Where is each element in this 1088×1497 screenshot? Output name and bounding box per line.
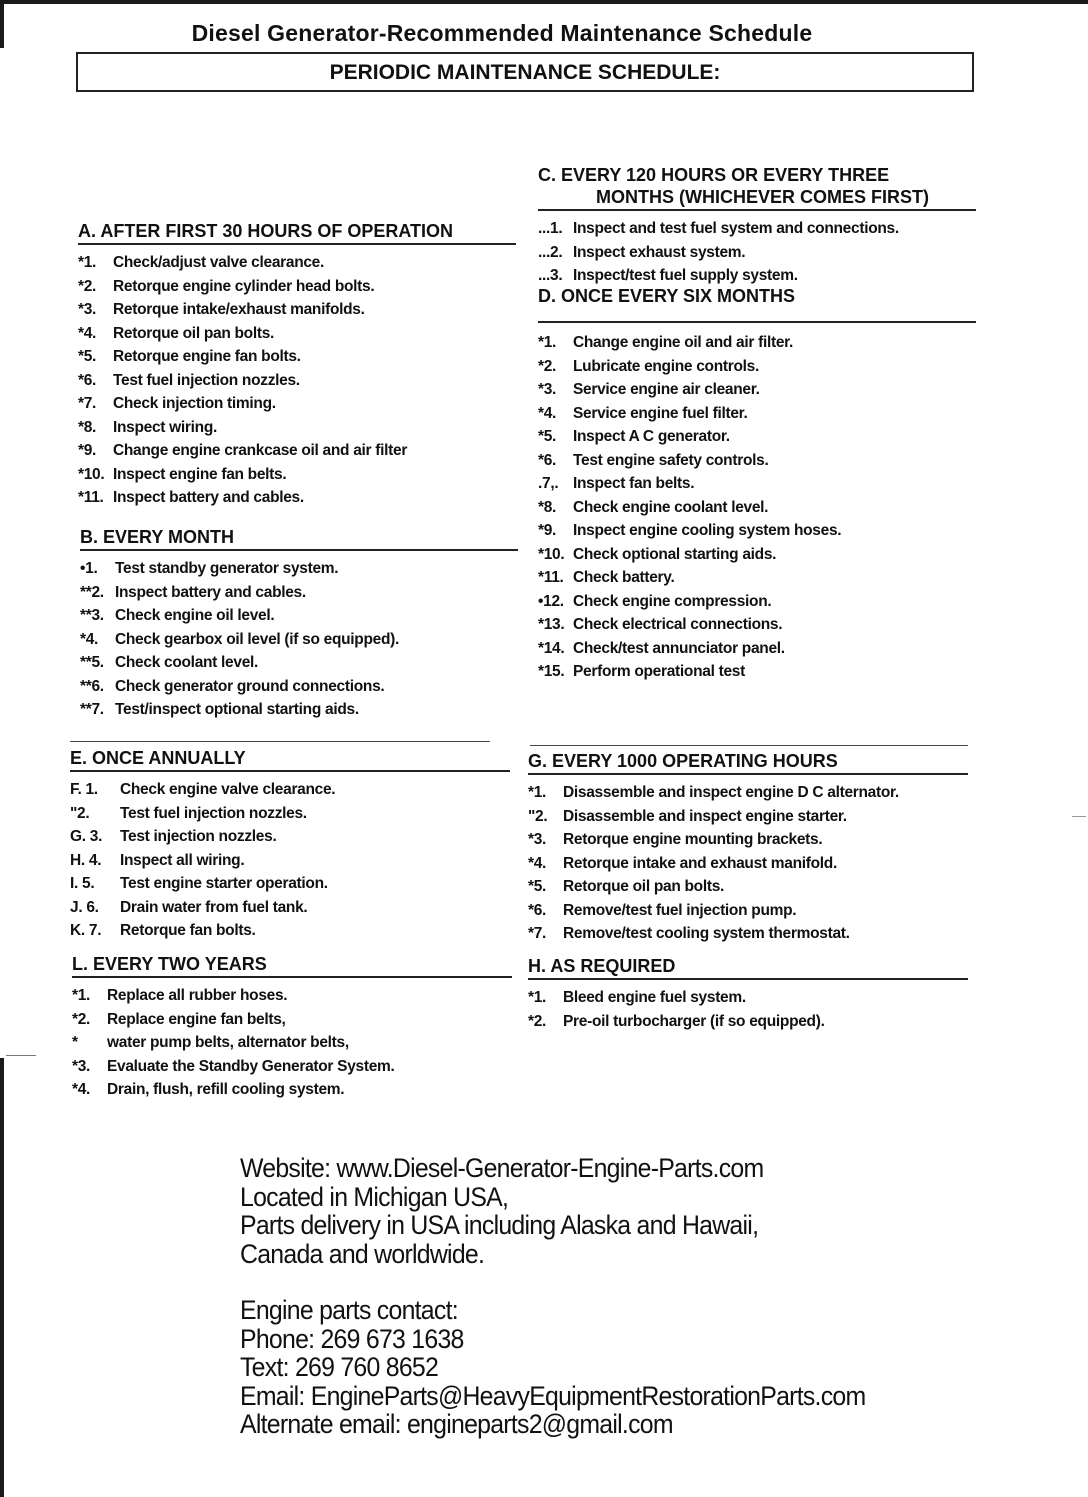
schedule-item — [78, 251, 516, 275]
schedule-item — [80, 557, 518, 581]
section-e-list — [70, 778, 510, 943]
item-number: .7,. — [538, 475, 559, 492]
item-text: Retorque intake and exhaust manifold. — [563, 854, 837, 872]
item-number: *10. — [78, 465, 105, 483]
schedule-box-title: PERIODIC MAINTENANCE SCHEDULE: — [76, 52, 974, 92]
item-text: Check engine valve clearance. — [120, 781, 336, 798]
section-h-list — [528, 986, 968, 1033]
item-text: Perform operational test — [573, 663, 745, 680]
schedule-item — [528, 805, 968, 829]
section-d-heading: D. ONCE EVERY SIX MONTHS — [538, 285, 976, 323]
item-text: Inspect fan belts. — [573, 475, 695, 492]
section-c-heading-line2: MONTHS (WHICHEVER COMES FIRST) — [596, 187, 929, 207]
schedule-item — [528, 781, 968, 805]
item-text: Check generator ground connections. — [115, 677, 385, 695]
item-text: water pump belts, alternator belts, — [107, 1034, 349, 1051]
section-c-heading-line1: C. EVERY 120 HOURS OR EVERY THREE — [538, 165, 890, 185]
item-text: Retorque engine fan bolts. — [113, 348, 301, 365]
schedule-item — [538, 449, 976, 473]
item-number: **2. — [80, 583, 104, 601]
schedule-item — [538, 425, 976, 449]
item-number: *11. — [538, 569, 564, 586]
schedule-item — [78, 416, 516, 440]
divider-right — [530, 745, 968, 746]
item-number: *11. — [78, 489, 104, 506]
item-number: *2. — [72, 1010, 91, 1028]
section-a-list — [78, 251, 516, 510]
schedule-item — [538, 331, 976, 355]
item-text: Inspect exhaust system. — [573, 243, 746, 261]
scan-tick-left — [6, 1055, 36, 1056]
section-h-heading: H. AS REQUIRED — [528, 955, 968, 980]
item-text: Lubricate engine controls. — [573, 357, 759, 375]
item-number: *3. — [528, 831, 547, 848]
schedule-item — [538, 590, 976, 614]
item-text: Service engine fuel filter. — [573, 404, 748, 422]
item-text: Test fuel injection nozzles. — [120, 804, 307, 822]
item-text: Retorque intake/exhaust manifolds. — [113, 301, 365, 318]
schedule-item — [528, 875, 968, 899]
item-text: Inspect battery and cables. — [113, 489, 304, 506]
schedule-item — [80, 698, 518, 722]
item-text: Change engine oil and air filter. — [573, 334, 794, 351]
schedule-item — [538, 519, 976, 543]
schedule-item — [72, 1078, 512, 1102]
item-text: Check gearbox oil level (if so equipped). — [115, 630, 399, 648]
schedule-item — [538, 472, 976, 496]
item-text: Evaluate the Standby Generator System. — [107, 1057, 395, 1075]
item-text: Test engine starter operation. — [120, 875, 328, 892]
item-text: Inspect all wiring. — [120, 851, 245, 869]
schedule-item — [80, 604, 518, 628]
item-text: Service engine air cleaner. — [573, 381, 760, 398]
website-text: Website: www.Diesel-Generator-Engine-Parts.com — [240, 1153, 764, 1183]
item-text: Drain, flush, refill cooling system. — [107, 1081, 345, 1098]
item-number: *1. — [72, 987, 91, 1004]
item-number: *5. — [538, 428, 557, 445]
item-text: Replace engine fan belts, — [107, 1010, 286, 1028]
schedule-item — [70, 778, 510, 802]
section-c — [538, 164, 976, 288]
item-text: Retorque oil pan bolts. — [113, 324, 275, 342]
section-d — [538, 285, 976, 684]
footer-gap — [240, 1268, 994, 1296]
item-number: *5. — [78, 348, 97, 365]
item-number: "2. — [70, 804, 90, 822]
schedule-item — [538, 402, 976, 426]
schedule-item — [538, 355, 976, 379]
schedule-item — [72, 1055, 512, 1079]
section-h — [528, 955, 968, 1033]
item-text: Inspect/test fuel supply system. — [573, 267, 798, 284]
schedule-item — [538, 543, 976, 567]
item-text: Test engine safety controls. — [573, 451, 769, 469]
item-text: Check/adjust valve clearance. — [113, 254, 325, 271]
alt-email-text: Alternate email: engineparts2@gmail.com — [240, 1409, 673, 1439]
item-number: "2. — [528, 807, 548, 825]
schedule-item — [70, 825, 510, 849]
schedule-item — [72, 984, 512, 1008]
schedule-item — [78, 345, 516, 369]
item-text: Check injection timing. — [113, 395, 276, 412]
item-text: Retorque oil pan bolts. — [563, 878, 725, 895]
schedule-item — [70, 802, 510, 826]
item-number: ...1. — [538, 220, 563, 237]
item-number: *2. — [528, 1012, 547, 1030]
schedule-item — [528, 922, 968, 946]
item-text: Check electrical connections. — [573, 616, 783, 633]
schedule-item — [78, 439, 516, 463]
section-d-list — [538, 331, 976, 684]
schedule-item — [72, 1008, 512, 1032]
item-number: *6. — [78, 371, 97, 389]
item-text: Check battery. — [573, 569, 675, 586]
item-text: Remove/test fuel injection pump. — [563, 901, 797, 919]
item-number: *7. — [528, 925, 547, 942]
item-text: Check optional starting aids. — [573, 545, 777, 563]
item-text: Test fuel injection nozzles. — [113, 371, 300, 389]
schedule-item — [78, 369, 516, 393]
item-number: *4. — [80, 630, 99, 648]
schedule-item — [72, 1031, 512, 1055]
item-text: Pre-oil turbocharger (if so equipped). — [563, 1012, 825, 1030]
email-text: Email: EngineParts@HeavyEquipmentRestorationParts.com — [240, 1380, 866, 1411]
item-text: Inspect and test fuel system and connections. — [573, 220, 899, 237]
item-number: *7. — [78, 395, 97, 412]
schedule-item — [80, 675, 518, 699]
schedule-item — [70, 919, 510, 943]
section-c-list — [538, 217, 976, 288]
item-text: Retorque engine mounting brackets. — [563, 831, 823, 848]
item-number: *13. — [538, 616, 565, 633]
item-number: *4. — [78, 324, 97, 342]
divider-left — [70, 741, 490, 742]
item-text: Test standby generator system. — [115, 560, 339, 577]
schedule-item — [538, 496, 976, 520]
item-text: Inspect engine cooling system hoses. — [573, 522, 842, 539]
schedule-item — [78, 463, 516, 487]
section-e-heading: E. ONCE ANNUALLY — [70, 747, 510, 772]
schedule-item — [528, 986, 968, 1010]
item-number: ...2. — [538, 243, 563, 261]
schedule-item — [538, 613, 976, 637]
delivery-text-1: Parts delivery in USA including Alaska and Hawaii, — [240, 1210, 759, 1240]
schedule-item — [70, 872, 510, 896]
item-text: Drain water from fuel tank. — [120, 898, 308, 916]
text-number: Text: 269 760 8652 — [240, 1352, 439, 1382]
item-text: Retorque fan bolts. — [120, 922, 256, 939]
section-a-heading: A. AFTER FIRST 30 HOURS OF OPERATION — [78, 220, 516, 245]
item-text: Inspect battery and cables. — [115, 583, 306, 601]
delivery-text-2: Canada and worldwide. — [240, 1238, 485, 1269]
item-number: * — [72, 1034, 78, 1051]
schedule-item — [528, 852, 968, 876]
section-g — [528, 750, 968, 946]
item-text: Test injection nozzles. — [120, 828, 277, 845]
item-number: *8. — [538, 498, 557, 516]
schedule-item — [538, 264, 976, 288]
schedule-item — [78, 486, 516, 510]
item-number: *9. — [538, 522, 557, 539]
schedule-item — [70, 849, 510, 873]
item-text: Check engine compression. — [573, 592, 772, 610]
contact-label: Engine parts contact: — [240, 1295, 458, 1325]
item-number: *15. — [538, 663, 565, 680]
schedule-item — [80, 651, 518, 675]
item-text: Bleed engine fuel system. — [563, 989, 746, 1006]
item-number: *2. — [538, 357, 557, 375]
section-b-heading: B. EVERY MONTH — [80, 526, 518, 551]
item-number: *1. — [78, 254, 97, 271]
item-text: Check engine coolant level. — [573, 498, 769, 516]
item-number: *10. — [538, 545, 565, 563]
item-number: *6. — [528, 901, 547, 919]
item-number: H. 4. — [70, 851, 102, 869]
item-number: *9. — [78, 442, 97, 459]
item-text: Check engine oil level. — [115, 607, 275, 624]
section-g-list — [528, 781, 968, 946]
schedule-item — [528, 828, 968, 852]
section-l-heading: L. EVERY TWO YEARS — [72, 953, 512, 978]
schedule-item — [538, 566, 976, 590]
item-text: Check/test annunciator panel. — [573, 639, 785, 657]
item-number: F. 1. — [70, 781, 98, 798]
section-b — [80, 526, 518, 722]
item-text: Check coolant level. — [115, 654, 259, 671]
schedule-item — [528, 899, 968, 923]
item-number: •12. — [538, 592, 564, 610]
item-text: Remove/test cooling system thermostat. — [563, 925, 850, 942]
scan-tick-right — [1072, 816, 1086, 817]
item-number: *14. — [538, 639, 565, 657]
item-number: G. 3. — [70, 828, 103, 845]
item-number: *4. — [538, 404, 557, 422]
item-text: Change engine crankcase oil and air filter — [113, 442, 408, 459]
top-border — [0, 0, 1088, 4]
schedule-item — [80, 581, 518, 605]
schedule-item — [538, 241, 976, 265]
schedule-item — [538, 217, 976, 241]
item-text: Replace all rubber hoses. — [107, 987, 288, 1004]
item-number: *3. — [72, 1057, 91, 1075]
schedule-item — [538, 637, 976, 661]
item-number: *3. — [538, 381, 557, 398]
item-number: •1. — [80, 560, 98, 577]
contact-footer — [240, 1154, 994, 1439]
item-number: **7. — [80, 701, 104, 718]
section-l-list — [72, 984, 512, 1102]
schedule-item — [538, 660, 976, 684]
item-number: **5. — [80, 654, 104, 671]
location-text: Located in Michigan USA, — [240, 1181, 509, 1212]
item-number: *5. — [528, 878, 547, 895]
item-number: *1. — [538, 334, 557, 351]
item-number: **3. — [80, 607, 104, 624]
item-text: Inspect wiring. — [113, 418, 218, 436]
schedule-item — [78, 298, 516, 322]
item-number: *6. — [538, 451, 557, 469]
item-number: J. 6. — [70, 898, 99, 916]
item-text: Disassemble and inspect engine D C alternator. — [563, 784, 899, 801]
item-number: I. 5. — [70, 875, 95, 892]
schedule-item — [78, 392, 516, 416]
section-e — [70, 747, 510, 943]
section-a — [78, 220, 516, 510]
section-c-heading — [538, 164, 976, 211]
item-number: *8. — [78, 418, 97, 436]
item-number: *3. — [78, 301, 97, 318]
item-number: **6. — [80, 677, 104, 695]
section-g-heading: G. EVERY 1000 OPERATING HOURS — [528, 750, 968, 775]
document-title: Diesel Generator-Recommended Maintenance Schedule — [191, 20, 813, 46]
item-number: *1. — [528, 989, 547, 1006]
item-text: Inspect A C generator. — [573, 428, 730, 445]
schedule-item — [78, 322, 516, 346]
schedule-item — [528, 1010, 968, 1034]
item-number: *4. — [72, 1081, 91, 1098]
schedule-item — [80, 628, 518, 652]
item-number: *2. — [78, 277, 97, 295]
item-text: Disassemble and inspect engine starter. — [563, 807, 847, 825]
section-l — [72, 953, 512, 1102]
item-number: *4. — [528, 854, 547, 872]
item-text: Inspect engine fan belts. — [113, 465, 287, 483]
schedule-item — [78, 275, 516, 299]
item-number: ...3. — [538, 267, 563, 284]
schedule-item — [70, 896, 510, 920]
item-number: *1. — [528, 784, 547, 801]
phone-text: Phone: 269 673 1638 — [240, 1323, 464, 1354]
item-number: K. 7. — [70, 922, 102, 939]
section-b-list — [80, 557, 518, 722]
schedule-item — [538, 378, 976, 402]
item-text: Test/inspect optional starting aids. — [115, 701, 359, 718]
item-text: Retorque engine cylinder head bolts. — [113, 277, 375, 295]
left-edge-mark-lower — [0, 1058, 4, 1497]
